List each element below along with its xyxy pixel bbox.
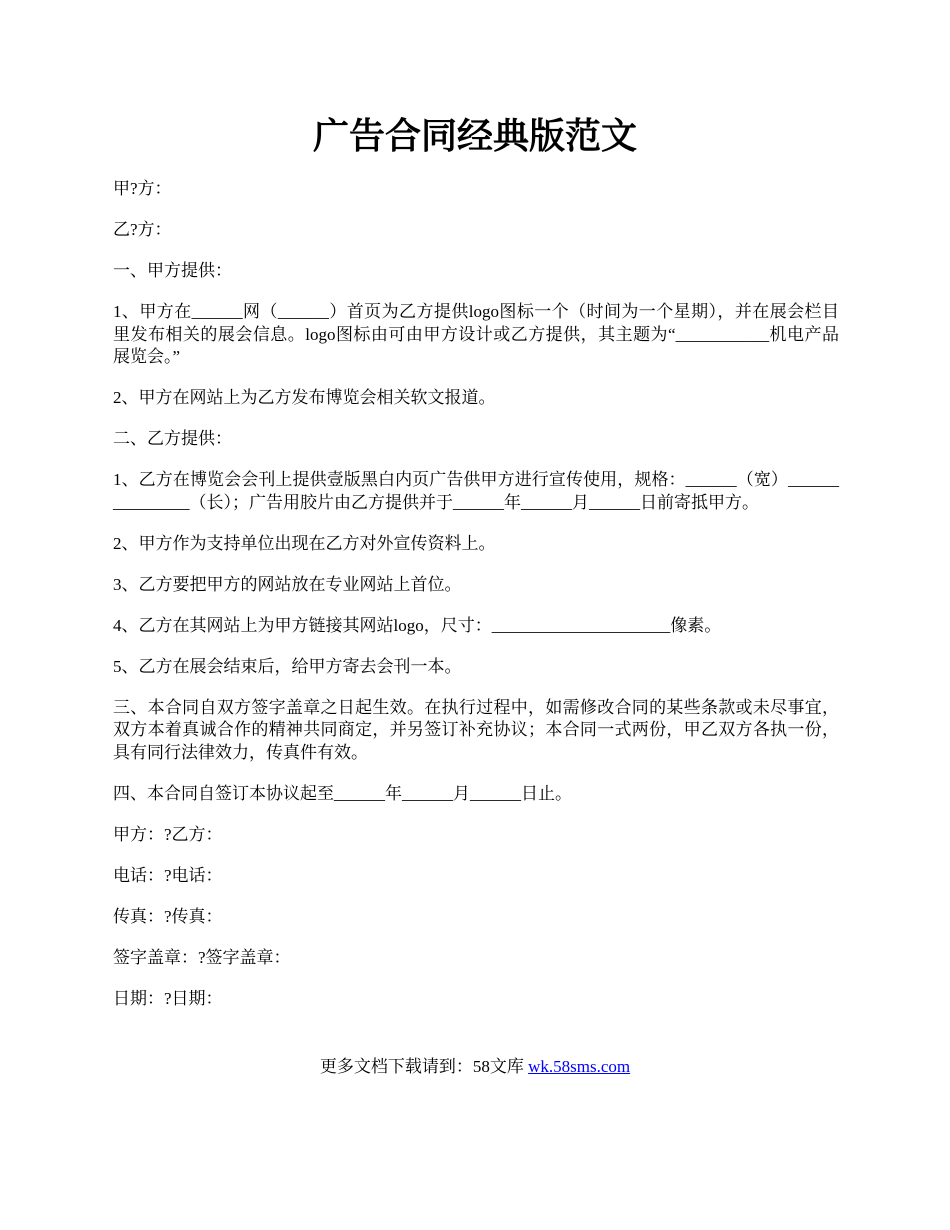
section-1-clause-1: 1、甲方在______网（______）首页为乙方提供logo图标一个（时间为一个星期），并在展会栏目里发布相关的展会信息。logo图标由可由甲方设计或乙方提供，其主题为“___________机电产品展览会。” bbox=[113, 302, 839, 366]
section-1-clause-2: 2、甲方在网站上为乙方发布博览会相关软文报道。 bbox=[113, 388, 496, 407]
section-2-heading: 二、乙方提供： bbox=[113, 429, 232, 448]
signature-seal-line: 签字盖章：?签字盖章： bbox=[113, 947, 291, 967]
footer-text: 更多文档下载请到：58文库 bbox=[319, 1057, 529, 1076]
section-3-paragraph: 三、本合同自双方签字盖章之日起生效。在执行过程中，如需修改合同的某些条款或未尽事宜，双方本着真诚合作的精神共同商定，并另签订补充协议；本合同一式两份，甲乙双方各执一份，具有同行法律效力，传真件有效。 bbox=[113, 697, 839, 762]
section-2-clause-2: 2、甲方作为支持单位出现在乙方对外宣传资料上。 bbox=[113, 533, 496, 553]
section-2-clause-5: 5、乙方在展会结束后，给甲方寄去会刊一本。 bbox=[113, 656, 462, 676]
document-title: 广告合同经典版范文 bbox=[312, 116, 637, 156]
signature-parties-line: 甲方：?乙方： bbox=[113, 824, 223, 844]
footer-link[interactable]: wk.58sms.com bbox=[528, 1057, 631, 1076]
section-1-heading: 一、甲方提供： bbox=[113, 261, 232, 280]
signature-date-line: 日期：?日期： bbox=[113, 988, 223, 1008]
download-footer bbox=[0, 1055, 950, 1079]
party-b-line: 乙?方： bbox=[113, 220, 172, 239]
section-4-paragraph: 四、本合同自签订本协议起至______年______月______日止。 bbox=[113, 783, 572, 803]
section-2-clause-1: 1、乙方在博览会会刊上提供壹版黑白内页广告供甲方进行宣传使用，规格：______（宽）_______________（长）；广告用胶片由乙方提供并于______年______月______日前寄抵甲方。 bbox=[113, 470, 839, 512]
section-2-clause-4: 4、乙方在其网站上为甲方链接其网站logo，尺寸：_____________________像素。 bbox=[113, 615, 722, 635]
document-body bbox=[113, 178, 839, 1029]
signature-fax-line: 传真：?传真： bbox=[113, 906, 223, 926]
signature-phone-line: 电话：?电话： bbox=[113, 865, 223, 885]
section-2-clause-3: 3、乙方要把甲方的网站放在专业网站上首位。 bbox=[113, 574, 462, 594]
party-a-line: 甲?方： bbox=[113, 179, 172, 198]
